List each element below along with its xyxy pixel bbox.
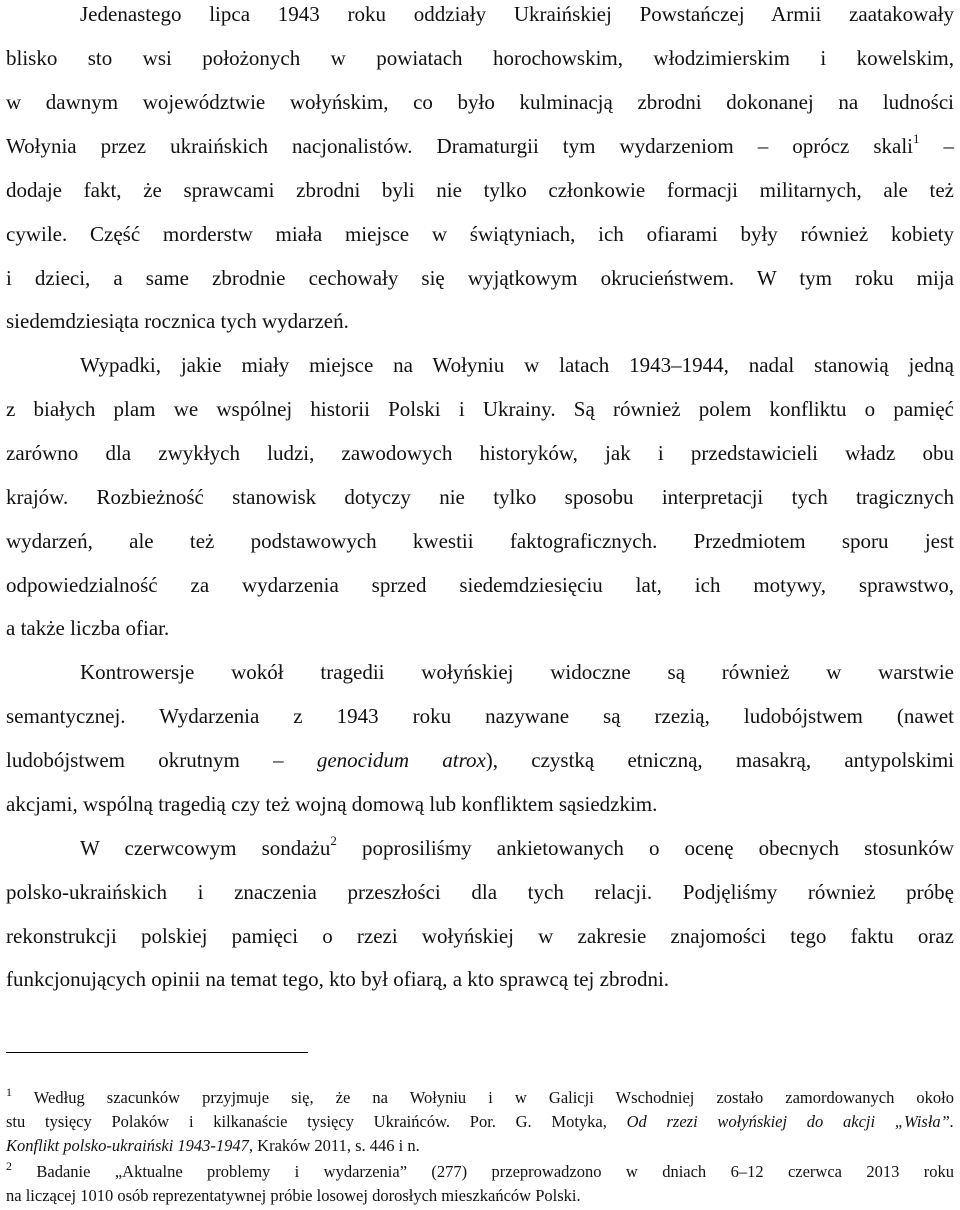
body-line: funkcjonujących opinii na temat tego, kto był ofiarą, a kto sprawcą tej zbrodni. (6, 967, 670, 991)
footnote-text: stu tysięcy Polaków i kilkanaście tysięcy Ukraińców. Por. G. Motyka, (6, 1112, 607, 1131)
body-line: Jedenastego lipca 1943 roku oddziały Ukraińskiej Powstańczej Armii zaatakowały (80, 2, 954, 26)
footnote-text: Według szacunków przyjmuje się, że na Wołyniu i w Galicji Wschodniej zostało zamordowanych około (33, 1088, 954, 1107)
footnote-line (6, 1158, 955, 1183)
footnote-line (6, 1084, 954, 1109)
footnote-text: Badanie „Aktualne problemy i wydarzenia” (277) przeprowadzono w dniach 6–12 czerwca 2013 roku (36, 1162, 955, 1181)
latin-term: genocidum atrox (316, 748, 486, 772)
body-line: i dzieci, a same zbrodnie cechowały się wyjątkowym okrucieństwem. W tym roku mija (6, 266, 954, 290)
body-text: poprosiliśmy ankietowanych o ocenę obecnych stosunków (361, 836, 954, 860)
body-text: W czerwcowym sondażu (80, 836, 331, 860)
body-line: Kontrowersje wokół tragedii wołyńskiej widoczne są również w warstwie (80, 660, 954, 684)
body-line: dodaje fakt, że sprawcami zbrodni byli nie tylko członkowie formacji militarnych, ale też (6, 178, 954, 202)
body-text: ludobójstwem okrutnym – (6, 748, 284, 772)
body-line (6, 132, 954, 160)
body-text: ), czystką etniczną, masakrą, antypolskimi (485, 748, 954, 772)
footnote-line (6, 1111, 954, 1133)
footnote-line (6, 1135, 954, 1157)
body-line: cywile. Część morderstw miała miejsce w świątyniach, ich ofiarami były również kobiety (6, 222, 954, 246)
footnote-citation-title: Od rzezi wołyńskiej do akcji „Wisła”. (626, 1112, 954, 1131)
body-line: krajów. Rozbieżność stanowisk dotyczy nie tylko sposobu interpretacji tych tragicznych (6, 485, 954, 509)
body-line: akcjami, wspólną tragedią czy też wojną domową lub konfliktem sąsiedzkim. (6, 792, 658, 816)
footnote-ref-2[interactable]: 2 (330, 833, 337, 848)
footnote-text: , Kraków 2011, s. 446 i n. (248, 1136, 420, 1155)
body-line: semantycznej. Wydarzenia z 1943 roku nazywane są rzezią, ludobójstwem (nawet (6, 704, 954, 728)
footnote-separator (6, 1052, 308, 1053)
body-line: Wypadki, jakie miały miejsce na Wołyniu w latach 1943–1944, nadal stanowią jedną (80, 353, 954, 377)
body-text: Wołynia przez ukraińskich nacjonalistów. Dramaturgii tym wydarzeniom – oprócz skali (6, 134, 914, 158)
body-line (80, 834, 954, 862)
body-line: wydarzeń, ale też podstawowych kwestii faktograficznych. Przedmiotem sporu jest (6, 529, 954, 553)
body-line: rekonstrukcji polskiej pamięci o rzezi wołyńskiej w zakresie znajomości tego faktu oraz (6, 924, 954, 948)
body-line (6, 746, 954, 774)
footnote-citation-subtitle: Konflikt polsko-ukraiński 1943-1947 (6, 1136, 249, 1155)
body-line: z białych plam we wspólnej historii Polski i Ukrainy. Są również polem konfliktu o pamięć (6, 397, 954, 421)
footnote-ref-1[interactable]: 1 (913, 131, 920, 146)
body-line: odpowiedzialność za wydarzenia sprzed siedemdziesięciu lat, ich motywy, sprawstwo, (6, 573, 954, 597)
body-line: w dawnym województwie wołyńskim, co było kulminacją zbrodni dokonanej na ludności (6, 90, 954, 114)
body-line: siedemdziesiąta rocznica tych wydarzeń. (6, 309, 349, 333)
dash: – (943, 134, 955, 158)
footnote-line: na liczącej 1010 osób reprezentatywnej próbie losowej dorosłych mieszkańców Polski. (6, 1186, 581, 1205)
footnote-number-1: 1 (6, 1084, 12, 1099)
body-line: blisko sto wsi położonych w powiatach horochowskim, włodzimierskim i kowelskim, (6, 46, 954, 70)
body-line: a także liczba ofiar. (6, 616, 170, 640)
body-line: zarówno dla zwykłych ludzi, zawodowych historyków, jak i przedstawicieli władz obu (6, 441, 954, 465)
body-line: polsko-ukraińskich i znaczenia przeszłości dla tych relacji. Podjęliśmy również próbę (6, 880, 954, 904)
footnote-number-2: 2 (6, 1158, 12, 1173)
